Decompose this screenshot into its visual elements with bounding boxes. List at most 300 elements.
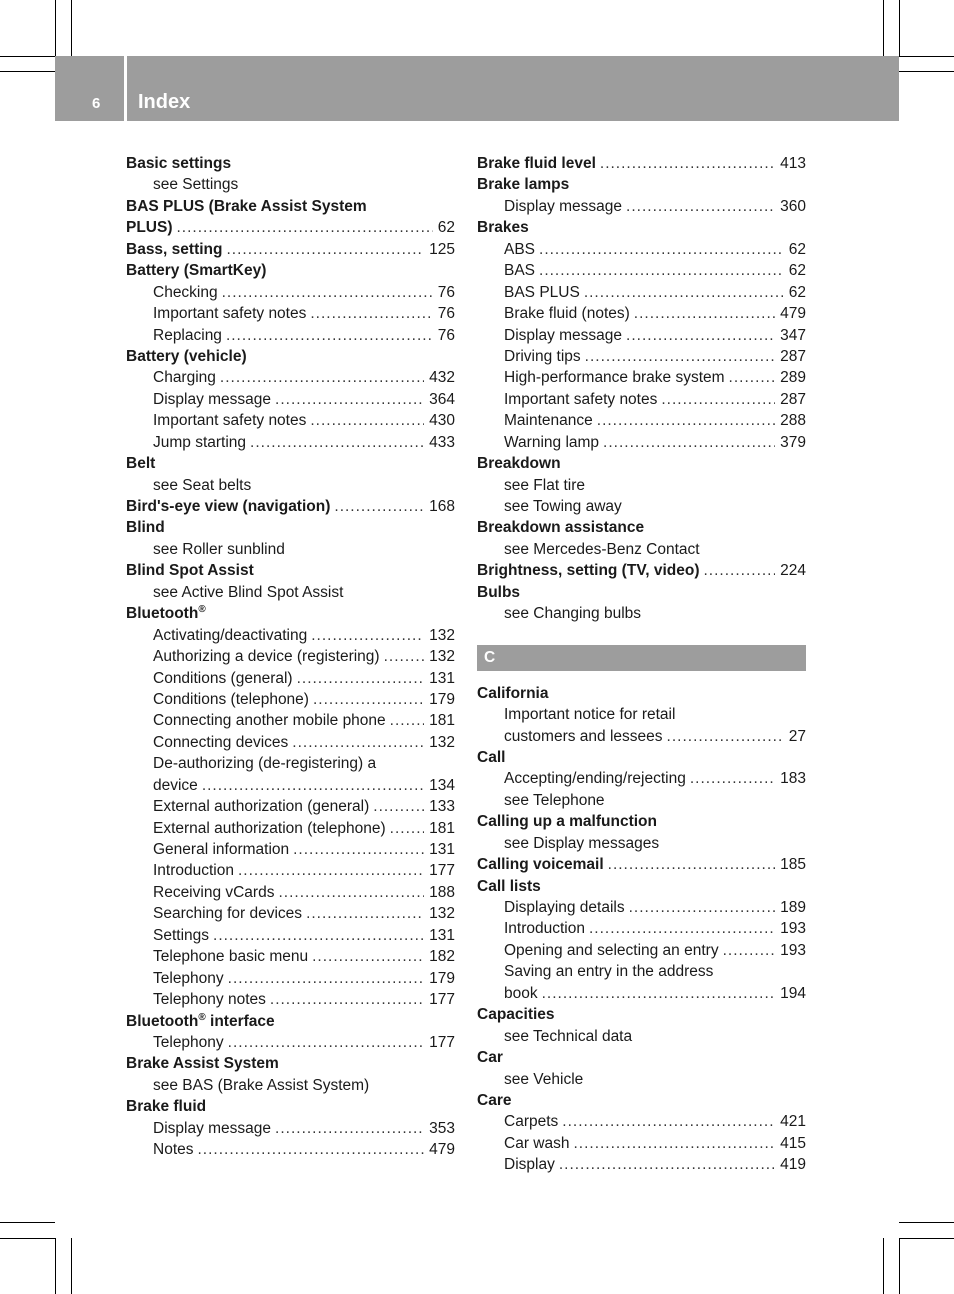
- index-entry: [126, 946, 455, 967]
- index-entry: [126, 775, 455, 796]
- entry-label: [504, 1026, 632, 1047]
- index-entry: [477, 726, 806, 747]
- entry-label: [477, 683, 548, 704]
- entry-text: Saving an entry in the address: [504, 963, 714, 981]
- page-reference: 287: [780, 390, 806, 408]
- leader-dots: [597, 410, 775, 431]
- index-entry: [126, 475, 455, 496]
- entry-text: BAS: [504, 262, 536, 280]
- index-entry: [126, 217, 455, 238]
- page-reference: 379: [780, 433, 806, 451]
- entry-label: [153, 1139, 194, 1160]
- page-reference: 132: [429, 905, 455, 923]
- page-reference: 125: [429, 240, 455, 258]
- entry-text: Conditions (general): [153, 669, 293, 687]
- entry-text: Blind: [126, 519, 165, 537]
- page-reference: 433: [429, 433, 455, 451]
- entry-label: [126, 217, 173, 238]
- entry-label: [477, 1090, 511, 1111]
- index-entry: [126, 1139, 455, 1160]
- leader-dots: [661, 389, 775, 410]
- entry-text: see Seat belts: [153, 476, 252, 494]
- index-entry: [477, 389, 806, 410]
- index-entry: [477, 1069, 806, 1090]
- page-reference: 189: [780, 899, 806, 916]
- page-reference: 62: [788, 283, 806, 301]
- page-reference: 432: [429, 369, 455, 387]
- leader-dots: [202, 775, 424, 796]
- index-entry: [477, 239, 806, 260]
- index-entry: [477, 1026, 806, 1047]
- entry-label: [504, 303, 630, 324]
- entry-label: [126, 196, 367, 217]
- leader-dots: [626, 325, 775, 346]
- leader-dots: [390, 818, 424, 839]
- entry-text: customers and lessees: [504, 727, 663, 745]
- crop-mark: [899, 1222, 954, 1223]
- entry-text: Introduction: [153, 862, 234, 880]
- page-reference: 132: [429, 648, 455, 666]
- entry-text: see Telephone: [504, 791, 605, 809]
- entry-label: [126, 346, 247, 367]
- entry-text: book: [504, 984, 538, 1002]
- leader-dots: [603, 432, 775, 453]
- index-entry: [126, 453, 455, 474]
- page-reference: 182: [429, 948, 455, 966]
- entry-text: Notes: [153, 1141, 194, 1159]
- index-entry: [126, 1096, 455, 1117]
- index-entry: [126, 1053, 455, 1074]
- entry-label: [126, 517, 165, 538]
- page-reference: 289: [780, 369, 806, 387]
- leader-dots: [559, 1154, 775, 1175]
- entry-label: [153, 903, 302, 924]
- page-reference: 62: [437, 219, 455, 237]
- index-entry: [126, 903, 455, 924]
- crop-mark: [883, 1238, 884, 1294]
- leader-dots: [690, 768, 775, 789]
- crop-mark: [883, 0, 884, 56]
- index-entry: [477, 174, 806, 195]
- entry-label: [126, 260, 266, 281]
- entry-text: Introduction: [504, 920, 585, 938]
- entry-label: [504, 432, 599, 453]
- entry-text: General information: [153, 841, 290, 858]
- index-entry: [477, 496, 806, 517]
- page-reference: 419: [780, 1156, 806, 1174]
- page-reference: 188: [429, 883, 455, 901]
- leader-dots: [238, 860, 424, 881]
- entry-label: [477, 517, 644, 538]
- entry-label: [153, 303, 306, 324]
- entry-label: [504, 961, 713, 982]
- leader-dots: [634, 303, 775, 324]
- leader-dots: [278, 882, 424, 903]
- page-reference: 479: [429, 1141, 455, 1159]
- index-entry: [126, 239, 455, 260]
- page-reference: 76: [437, 326, 455, 344]
- index-entry: [126, 882, 455, 903]
- entry-text: Opening and selecting an entry: [504, 941, 719, 959]
- page-reference: 179: [429, 690, 455, 708]
- entry-label: [504, 940, 719, 961]
- index-entry: [126, 410, 455, 431]
- crop-mark: [55, 0, 56, 56]
- index-column-right: [477, 153, 806, 1176]
- entry-text: Searching for devices: [153, 905, 303, 923]
- entry-label: [504, 260, 535, 281]
- entry-text: Capacities: [477, 1006, 555, 1024]
- entry-label: [477, 747, 505, 768]
- entry-label: [504, 496, 622, 517]
- page-reference: 360: [780, 197, 806, 215]
- index-entry: [126, 496, 455, 517]
- entry-label: [153, 410, 306, 431]
- index-list-c: [477, 683, 806, 1176]
- entry-text: Car wash: [504, 1134, 570, 1152]
- leader-dots: [270, 989, 424, 1010]
- page-reference: 224: [780, 562, 806, 580]
- leader-dots: [250, 432, 424, 453]
- entry-label: [153, 989, 266, 1010]
- leader-dots: [177, 217, 433, 238]
- page-reference: 288: [780, 412, 806, 430]
- index-entry: [126, 989, 455, 1010]
- index-entry: [126, 1011, 455, 1032]
- entry-text: Brightness, setting (TV, video): [477, 562, 700, 580]
- page-reference: 76: [437, 305, 455, 323]
- index-entry: [477, 918, 806, 939]
- entry-text: Calling voicemail: [477, 856, 604, 874]
- entry-text: see Roller sunblind: [153, 540, 285, 558]
- index-entry: [126, 1032, 455, 1053]
- crop-mark: [0, 71, 55, 72]
- registered-mark: ®: [198, 1011, 206, 1023]
- entry-text: see Technical data: [504, 1027, 633, 1045]
- index-entry: [126, 346, 455, 367]
- page-reference: 185: [780, 856, 806, 874]
- page-title: Index: [138, 91, 191, 113]
- registered-mark: ®: [198, 604, 206, 616]
- entry-label: [477, 1047, 503, 1068]
- entry-label: [477, 153, 596, 174]
- index-entry: [477, 367, 806, 388]
- entry-text: Belt: [126, 455, 156, 473]
- entry-label: [153, 1075, 369, 1096]
- entry-label: [153, 796, 369, 817]
- entry-label: [504, 410, 593, 431]
- leader-dots: [626, 196, 775, 217]
- entry-label: [504, 726, 663, 747]
- index-entry: [477, 582, 806, 603]
- index-entry: [126, 282, 455, 303]
- entry-label: [504, 1069, 583, 1090]
- index-entry: [126, 367, 455, 388]
- entry-text: Brake fluid (notes): [504, 305, 630, 323]
- entry-text: Breakdown assistance: [477, 519, 645, 537]
- index-entry: [477, 683, 806, 704]
- index-entry: [126, 839, 455, 860]
- index-entry: [126, 968, 455, 989]
- index-entry: [126, 689, 455, 710]
- entry-text: Replacing: [153, 326, 222, 344]
- page-reference: 179: [429, 969, 455, 987]
- entry-label: [504, 367, 725, 388]
- index-entry: [477, 1154, 806, 1175]
- entry-text: Carpets: [504, 1113, 559, 1131]
- page-reference: 131: [429, 841, 455, 858]
- entry-label: [477, 453, 561, 474]
- page-reference: 183: [780, 770, 806, 788]
- entry-label: [153, 475, 251, 496]
- entry-label: [126, 153, 231, 174]
- leader-dots: [306, 903, 424, 924]
- index-entry: [477, 1133, 806, 1154]
- entry-text: see Vehicle: [504, 1070, 584, 1088]
- index-entry: [477, 790, 806, 811]
- entry-label: [153, 432, 246, 453]
- index-entry: [477, 747, 806, 768]
- page-reference: 62: [788, 240, 806, 258]
- entry-text: Battery (vehicle): [126, 347, 247, 365]
- entry-text: Basic settings: [126, 155, 232, 172]
- index-entry: [477, 325, 806, 346]
- index-entry: [477, 940, 806, 961]
- page-reference: 479: [780, 305, 806, 323]
- section-header-c: [477, 645, 806, 671]
- index-entry: [126, 603, 455, 624]
- entry-text: Telephony: [153, 969, 224, 987]
- leader-dots: [390, 710, 424, 731]
- entry-label: [504, 389, 657, 410]
- entry-text: Settings: [153, 926, 210, 944]
- entry-text: Display message: [504, 197, 623, 215]
- entry-label: [504, 833, 659, 854]
- entry-text: Brake lamps: [477, 176, 570, 194]
- entry-label: [504, 603, 641, 624]
- entry-text: Conditions (telephone): [153, 690, 309, 708]
- leader-dots: [310, 303, 432, 324]
- index-entry: [126, 389, 455, 410]
- page-reference: 287: [780, 347, 806, 365]
- page-reference: 177: [429, 862, 455, 880]
- leader-dots: [562, 1111, 775, 1132]
- entry-text: device: [153, 776, 198, 794]
- page-reference: 131: [429, 926, 455, 944]
- entry-label: [153, 1032, 224, 1053]
- leader-dots: [312, 946, 424, 967]
- page-reference: 181: [429, 819, 455, 837]
- entry-label: [504, 239, 535, 260]
- leader-dots: [292, 732, 424, 753]
- leader-dots: [584, 282, 784, 303]
- leader-dots: [573, 1133, 775, 1154]
- index-entry: [477, 346, 806, 367]
- entry-label: [153, 646, 380, 667]
- index-entry: [477, 282, 806, 303]
- entry-label: [126, 603, 206, 624]
- entry-text: Telephone basic menu: [153, 948, 309, 966]
- entry-label: [153, 1118, 271, 1139]
- leader-dots: [275, 1118, 424, 1139]
- entry-label: [504, 1133, 569, 1154]
- leader-dots: [704, 560, 776, 581]
- entry-label: [153, 753, 376, 774]
- entry-text: Charging: [153, 369, 216, 387]
- entry-label: [477, 811, 657, 832]
- page-reference: 430: [429, 412, 455, 430]
- index-entry: [126, 560, 455, 581]
- entry-label: [477, 876, 541, 897]
- leader-dots: [226, 239, 424, 260]
- index-entry: [126, 325, 455, 346]
- entry-text: Bulbs: [477, 583, 521, 601]
- entry-text: see Settings: [153, 176, 239, 194]
- crop-mark: [899, 1238, 954, 1239]
- index-entry: [126, 517, 455, 538]
- entry-text: Bird's-eye view (navigation): [126, 498, 331, 515]
- leader-dots: [220, 367, 424, 388]
- entry-label: [153, 732, 288, 753]
- leader-dots: [313, 689, 424, 710]
- entry-text: BAS PLUS: [504, 283, 580, 301]
- entry-text: see Changing bulbs: [504, 605, 642, 623]
- entry-label: [504, 1111, 558, 1132]
- index-entry: [126, 582, 455, 603]
- entry-text: Connecting another mobile phone: [153, 712, 386, 730]
- entry-text: Display message: [153, 390, 272, 408]
- entry-label: [153, 818, 386, 839]
- entry-label: [153, 968, 224, 989]
- leader-dots: [226, 325, 433, 346]
- entry-label: [153, 689, 309, 710]
- entry-text: see Flat tire: [504, 476, 585, 494]
- entry-text: Important safety notes: [153, 305, 307, 323]
- entry-label: [153, 174, 238, 195]
- leader-dots: [275, 389, 424, 410]
- entry-text: Blind Spot Assist: [126, 562, 254, 580]
- entry-label: [504, 539, 700, 560]
- index-entry: [477, 196, 806, 217]
- entry-text: Checking: [153, 283, 218, 301]
- entry-label: [477, 854, 604, 875]
- entry-text: Brake fluid: [126, 1098, 207, 1116]
- entry-label: [153, 775, 198, 796]
- entry-label: [153, 710, 386, 731]
- entry-label: [504, 790, 605, 811]
- entry-label: [504, 1154, 555, 1175]
- leader-dots: [198, 1139, 425, 1160]
- entry-text: Driving tips: [504, 347, 581, 365]
- index-entry: [126, 1118, 455, 1139]
- entry-label: [477, 560, 700, 581]
- entry-text: Bluetooth: [126, 1012, 199, 1030]
- entry-label: [126, 1053, 279, 1074]
- index-entry: [126, 753, 455, 774]
- entry-label: [504, 897, 625, 918]
- page-reference: 193: [780, 920, 806, 938]
- page-reference: 76: [437, 283, 455, 301]
- entry-text: External authorization (telephone): [153, 819, 386, 837]
- leader-dots: [222, 282, 433, 303]
- entry-text: Bass, setting: [126, 240, 223, 258]
- index-entry: [477, 432, 806, 453]
- index-entry: [126, 668, 455, 689]
- index-entry: [477, 410, 806, 431]
- entry-text: Brakes: [477, 219, 529, 237]
- leader-dots: [539, 260, 784, 281]
- page-reference: 193: [780, 941, 806, 959]
- entry-text: Care: [477, 1091, 512, 1109]
- leader-dots: [297, 668, 425, 689]
- entry-text: Warning lamp: [504, 433, 600, 451]
- entry-text: Display message: [504, 326, 623, 344]
- leader-dots: [384, 646, 425, 667]
- entry-label: [153, 389, 271, 410]
- index-entry: [126, 539, 455, 560]
- entry-text: Bluetooth: [126, 605, 199, 623]
- page-reference: 27: [788, 727, 806, 745]
- leader-dots: [213, 925, 424, 946]
- index-entry: [126, 625, 455, 646]
- page-reference: 194: [780, 984, 806, 1002]
- page-reference: 132: [429, 733, 455, 751]
- entry-label: [504, 704, 675, 725]
- entry-text: see Mercedes-Benz Contact: [504, 540, 700, 558]
- index-entry: [477, 983, 806, 1004]
- leader-dots: [539, 239, 784, 260]
- entry-label: [126, 239, 222, 260]
- entry-label: [126, 1011, 275, 1032]
- index-entry: [477, 1111, 806, 1132]
- entry-text: Authorizing a device (registering): [153, 648, 380, 666]
- entry-text: see Towing away: [504, 498, 622, 515]
- leader-dots: [311, 625, 424, 646]
- page-header: [55, 56, 899, 121]
- leader-dots: [585, 346, 775, 367]
- page-reference: 413: [780, 155, 806, 172]
- entry-label: [477, 1004, 555, 1025]
- leader-dots: [542, 983, 776, 1004]
- index-entry: [477, 603, 806, 624]
- entry-text: De-authorizing (de-registering) a: [153, 755, 377, 773]
- entry-text: Calling up a malfunction: [477, 813, 657, 831]
- entry-text: Important notice for retail: [504, 706, 676, 724]
- page-reference: 415: [780, 1134, 806, 1152]
- index-list-left: [126, 153, 455, 1161]
- entry-label: [153, 668, 293, 689]
- entry-label: [153, 860, 234, 881]
- page-reference: 181: [429, 712, 455, 730]
- header-divider: [124, 56, 127, 121]
- leader-dots: [629, 897, 776, 918]
- index-entry: [126, 432, 455, 453]
- index-entry: [126, 1075, 455, 1096]
- entry-text: Activating/deactivating: [153, 626, 308, 644]
- page-reference: 62: [788, 262, 806, 280]
- index-entry: [126, 260, 455, 281]
- index-entry: [477, 1090, 806, 1111]
- crop-mark: [899, 0, 900, 56]
- index-entry: [477, 704, 806, 725]
- section-letter: C: [484, 648, 496, 666]
- page-reference: 177: [429, 1033, 455, 1051]
- index-entry: [477, 1047, 806, 1068]
- index-list-b-continued: [477, 153, 806, 625]
- index-entry: [477, 1004, 806, 1025]
- entry-label: [153, 625, 307, 646]
- index-entry: [126, 925, 455, 946]
